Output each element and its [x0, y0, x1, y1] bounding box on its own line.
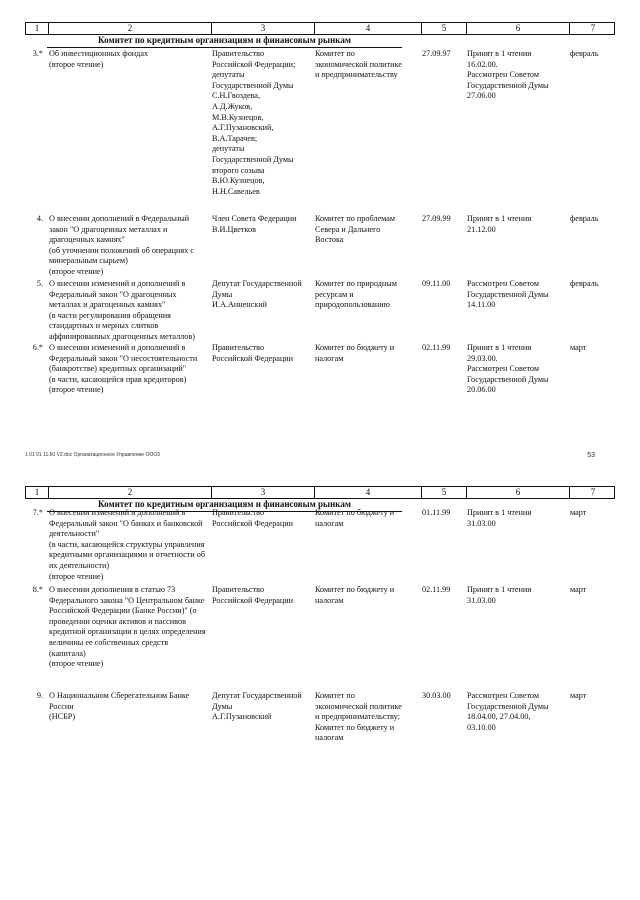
bill-author: Правительство Российской Федерации	[212, 585, 294, 605]
bill-author: Депутат Государственной Думы И.А.Анненский	[212, 279, 302, 310]
row-number: 3.*	[32, 49, 43, 58]
table-row	[25, 508, 615, 582]
table-row	[25, 691, 615, 744]
committee-title: Комитет по кредитным организациям и финансовым рынкам	[47, 35, 402, 48]
bill-title: Об инвестиционных фондах (второе чтение)	[49, 49, 149, 69]
bill-status: Принят в 1 чтении 16.02.00. Рассмотрен Советом Государственной Думы 27.06.00	[467, 49, 549, 101]
bill-author: Член Совета Федерации В.И.Цветков	[212, 214, 297, 234]
column-header-row	[25, 22, 615, 35]
col-header: 7	[569, 487, 616, 498]
responsible-committee: Комитет по бюджету и налогам	[315, 508, 395, 528]
submission-date: 01.11.99	[422, 508, 451, 517]
table-row	[25, 343, 615, 396]
bill-title: О внесении изменений и дополнений в Федеральный закон "О банках и банковской деятельности" (в части, касающейся структуры управления кредитными организациями и отчетности об их деятельности) (второе чтение)	[49, 508, 206, 581]
table-section-1	[25, 22, 615, 395]
responsible-committee: Комитет по бюджету и налогам	[315, 343, 395, 363]
bill-title: О внесении дополнений в Федеральный закон "О драгоценных металлах и драгоценных камнях" (об уточнении положений об операциях с минеральным сырьем) (второе чтение)	[49, 214, 194, 276]
bill-status: Принят в 1 чтении 29.03.00. Рассмотрен Советом Государственной Думы 20.06.00	[467, 343, 549, 395]
table-row	[25, 49, 615, 197]
bill-title: О внесении изменений и дополнений в Федеральный закон "О драгоценных металлах и драгоценных камнях" (в части регулирования обращения стандартных и мерных слитков аффинированных драгоценных металлов)	[49, 279, 195, 341]
footer-filename: 1 01 01 11.50 V2.doc Организационное Управление ООО3	[25, 452, 160, 458]
committee-title: Комитет по кредитным организациям и финансовым рынкам	[47, 499, 402, 512]
row-number: 4.	[36, 214, 43, 223]
planned-month: февраль	[570, 214, 599, 223]
planned-month: март	[570, 343, 587, 352]
bill-status: Принят в 1 чтении 31.03.00	[467, 508, 532, 528]
submission-date: 27.09.97	[422, 49, 451, 58]
row-number: 7.*	[32, 508, 43, 517]
bill-status: Рассмотрен Советом Государственной Думы 18.04.00, 27.04.00, 03.10.00	[467, 691, 549, 732]
bill-title: О Национальном Сберегательном Банке России (НСБР)	[49, 691, 190, 722]
table-section-2	[25, 486, 615, 743]
responsible-committee: Комитет по экономической политике и предпринимательству; Комитет по бюджету и налогам	[315, 691, 402, 743]
bill-author: Правительство Российской Федерации; депутаты Государственной Думы С.Н.Гвоздева, А.Д.Жуков, М.В.Кузнецов, А.Г.Пузановский, В.А.Тарачев; депутаты Государственной Думы второго созыва В.Ю.Кузнецов, Н.Н.Савельев	[212, 49, 296, 196]
col-header: 4	[314, 487, 421, 498]
bill-title: О внесении изменений и дополнений в Федеральный закон "О несостоятельности (банкротстве) кредитных организаций" (в части, касающейся прав кредиторов) (второе чтение)	[49, 343, 198, 395]
page-number: 53	[587, 452, 595, 459]
row-number: 9.	[36, 691, 43, 700]
submission-date: 27.09.99	[422, 214, 451, 223]
col-header: 2	[48, 487, 211, 498]
bill-author: Правительство Российской Федерации	[212, 508, 294, 528]
bill-title: О внесении дополнения в статью 73 Федерального закона "О Центральном банке Российской Федерации (Банке России)" (о проведении оценки активов и пассивов кредитной организации в целях определения величины ее собственных средств (капитала) (второе чтение)	[49, 585, 206, 669]
col-header: 1	[34, 487, 40, 497]
col-header: 2	[48, 23, 211, 34]
bill-status: Принят в 1 чтении 31.03.00	[467, 585, 532, 605]
col-header: 5	[421, 23, 466, 34]
responsible-committee: Комитет по природным ресурсам и природопользованию	[315, 279, 397, 310]
col-header: 3	[211, 23, 314, 34]
responsible-committee: Комитет по экономической политике и предпринимательству	[315, 49, 402, 80]
row-number: 5.	[36, 279, 43, 288]
planned-month: март	[570, 508, 587, 517]
col-header: 5	[421, 487, 466, 498]
submission-date: 30.03.00	[422, 691, 451, 700]
submission-date: 02.11.99	[422, 343, 451, 352]
col-header: 4	[314, 23, 421, 34]
page-footer	[25, 452, 615, 458]
table-row	[25, 279, 615, 343]
col-header: 6	[466, 23, 569, 34]
planned-month: февраль	[570, 49, 599, 58]
table-row	[25, 214, 615, 278]
column-header-row	[25, 486, 615, 499]
col-header: 1	[34, 23, 40, 33]
submission-date: 02.11.99	[422, 585, 451, 594]
responsible-committee: Комитет по бюджету и налогам	[315, 585, 395, 605]
planned-month: март	[570, 691, 587, 700]
bill-author: Правительство Российской Федерации	[212, 343, 294, 363]
col-header: 6	[466, 487, 569, 498]
planned-month: февраль	[570, 279, 599, 288]
bill-status: Рассмотрен Советом Государственной Думы 14.11.00	[467, 279, 549, 310]
row-number: 6.*	[32, 343, 43, 352]
col-header: 3	[211, 487, 314, 498]
submission-date: 09.11.00	[422, 279, 451, 288]
bill-author: Депутат Государственной Думы А.Г.Пузановский	[212, 691, 302, 722]
col-header: 7	[569, 23, 616, 34]
table-row	[25, 585, 615, 670]
bill-status: Принят в 1 чтении 21.12.00	[467, 214, 532, 234]
row-number: 8.*	[32, 585, 43, 594]
responsible-committee: Комитет по проблемам Севера и Дальнего Востока	[315, 214, 396, 245]
planned-month: март	[570, 585, 587, 594]
